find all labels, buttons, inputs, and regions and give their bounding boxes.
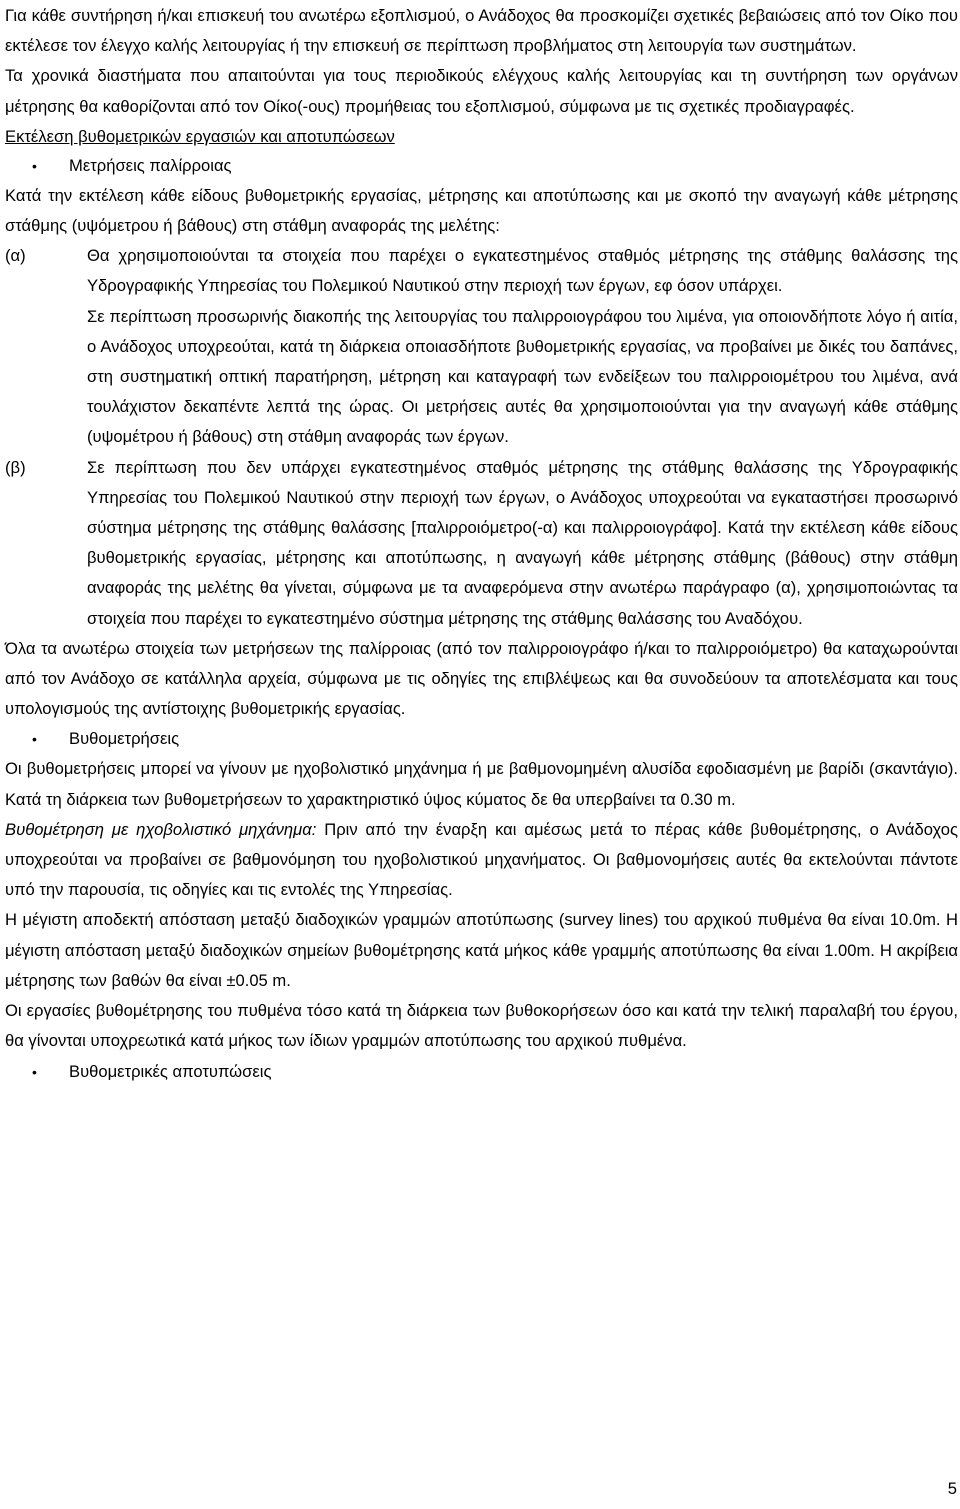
- paragraph-survey-line-spacing: Η μέγιστη αποδεκτή απόσταση μεταξύ διαδοχικών γραμμών αποτύπωσης (survey lines) του αρχικού πυθμένα θα είναι 10.0m. Η μέγιστη απόσταση μεταξύ διαδοχικών σημείων βυθομέτρησης κατά μήκος κάθε γραμμής αποτύπωσης θα είναι 1.00m. Η ακρίβεια μέτρησης των βαθών θα είναι ±0.05 m.: [5, 910, 958, 990]
- list-item-a-text-2: Σε περίπτωση προσωρινής διακοπής της λειτουργίας του παλιρροιογράφου του λιμένα, για οποιονδήποτε λόγο ή αιτία, ο Ανάδοχος υποχρεούται, κατά τη διάρκεια οποιασδήποτε βυθομετρικής εργασίας, να προβαίνει με δικές του δαπάνες, στη συστηματική οπτική παρατήρηση, μέτρηση και καταγραφή των ενδείξεων του παλιρροιομέτρου του λιμένα, ανά τουλάχιστον δεκαπέντε λεπτά της ώρας. Οι μετρήσεις αυτές θα χρησιμοποιούνται για την αναγωγή κάθε στάθμης (υψομέτρου ή βάθους) στη στάθμη αναφοράς των έργων.: [87, 306, 958, 447]
- bullet-label: Βυθομετρήσεις: [69, 729, 180, 749]
- list-item-a: [5, 241, 958, 452]
- paragraph-repeat-surveys: Οι εργασίες βυθομέτρησης του πυθμένα τόσο κατά τη διάρκεια των βυθοκορήσεων όσο και κατά την τελική παραλαβή του έργου, θα γίνονται υποχρεωτικά κατά μήκος των ίδιων γραμμών αποτύπωσης του αρχικού πυθμένα.: [5, 1001, 958, 1051]
- list-item-b-text: Σε περίπτωση που δεν υπάρχει εγκατεστημένος σταθμός μέτρησης της στάθμης θαλάσσης της Υδρογραφικής Υπηρεσίας του Πολεμικού Ναυτικού στην περιοχή των έργων, ο Ανάδοχος υποχρεούται να εγκαταστήσει προσωρινό σύστημα μέτρησης της στάθμης θαλάσσης [παλιρροιόμετρο(-α) και παλιρροιογράφο]. Κατά την εκτέλεση κάθε είδους βυθομετρικής εργασίας, μέτρησης και αποτύπωσης, η αναγωγή κάθε μέτρησης στάθμης (βάθους) στην στάθμη αναφοράς της μελέτης θα γίνεται, σύμφωνα με τα αναφερόμενα στην ανωτέρω παράγραφο (α), χρησιμοποιώντας τα στοιχεία που παρέχει το εγκατεστημένο σύστημα μέτρησης της στάθμης θαλάσσης του Αναδόχου.: [87, 457, 958, 628]
- paragraph-tide-records: Όλα τα ανωτέρω στοιχεία των μετρήσεων της παλίρροιας (από τον παλιρροιογράφο ή/και το παλιρροιόμετρο) θα καταχωρούνται από τον Ανάδοχο σε κατάλληλα αρχεία, σύμφωνα με τις οδηγίες της επιβλέψεως και θα συνοδεύουν τα αποτελέσματα και τους υπολογισμούς της αντίστοιχης βυθομετρικής εργασίας.: [5, 638, 958, 719]
- bullet-label: Μετρήσεις παλίρροιας: [69, 155, 232, 175]
- bullet-dot-icon: •: [32, 157, 37, 174]
- list-item-a-text-1: Θα χρησιμοποιούνται τα στοιχεία που παρέχει ο εγκατεστημένος σταθμός μέτρησης της στάθμης θαλάσσης της Υδρογραφικής Υπηρεσίας του Πολεμικού Ναυτικού στην περιοχή των έργων, εφ όσον υπάρχει.: [87, 246, 958, 296]
- bullet-soundings: [5, 724, 958, 754]
- italic-term: Βυθομέτρηση με ηχοβολιστικό μηχάνημα:: [5, 819, 317, 839]
- bullet-tide-measurements: [5, 151, 958, 181]
- paragraph-reduction-intro: Κατά την εκτέλεση κάθε είδους βυθομετρικής εργασίας, μέτρησης και αποτύπωσης και με σκοπό την αναγωγή κάθε μέτρησης στάθμης (υψόμετρου ή βάθους) στη στάθμη αναφοράς της μελέτης:: [5, 185, 958, 236]
- paragraph-echosounder-calibration: [5, 815, 958, 906]
- bullet-dot-icon: •: [32, 1063, 37, 1080]
- list-item-label: (α): [5, 246, 26, 266]
- document-page: [5, 0, 958, 1087]
- paragraph-sounding-methods: Οι βυθομετρήσεις μπορεί να γίνουν με ηχοβολιστικό μηχάνημα ή με βαθμονομημένη αλυσίδα εφοδιασμένη με βαρίδι (σκαντάγιο). Κατά τη διάρκεια των βυθομετρήσεων το χαρακτηριστικό ύψος κύματος δε θα υπερβαίνει τα 0.30 m.: [5, 759, 958, 809]
- bullet-label: Βυθομετρικές αποτυπώσεις: [69, 1061, 272, 1081]
- bullet-dot-icon: •: [32, 731, 37, 748]
- list-item-b: [5, 453, 958, 634]
- bullet-bathymetric-surveys: [5, 1057, 958, 1087]
- section-heading: Εκτέλεση βυθομετρικών εργασιών και αποτυπώσεων: [5, 126, 395, 146]
- paragraph-maintenance-certificates: Για κάθε συντήρηση ή/και επισκευή του ανωτέρω εξοπλισμού, ο Ανάδοχος θα προσκομίζει σχετικές βεβαιώσεις από τον Οίκο που εκτέλεσε τον έλεγχο καλής λειτουργίας ή την επισκευή σε περίπτωση προβλήματος στη λειτουργία των συστημάτων.: [5, 6, 958, 56]
- paragraph-text: Πριν από την έναρξη και αμέσως μετά το πέρας κάθε βυθομέτρησης, ο Ανάδοχος υποχρεούται να προβαίνει σε βαθμονόμηση του ηχοβολιστικού μηχανήματος. Οι βαθμονομήσεις αυτές θα εκτελούνται πάντοτε υπό την παρουσία, τις οδηγίες και τις εντολές της Υπηρεσίας.: [5, 819, 958, 900]
- list-item-label: (β): [5, 457, 26, 477]
- paragraph-inspection-intervals: Τα χρονικά διαστήματα που απαιτούνται για τους περιοδικούς ελέγχους καλής λειτουργίας και τη συντήρηση των οργάνων μέτρησης θα καθορίζονται από τον Οίκο(-ους) προμήθειας του εξοπλισμού, σύμφωνα με τις σχετικές προδιαγραφές.: [5, 66, 958, 116]
- page-number: 5: [947, 1479, 957, 1498]
